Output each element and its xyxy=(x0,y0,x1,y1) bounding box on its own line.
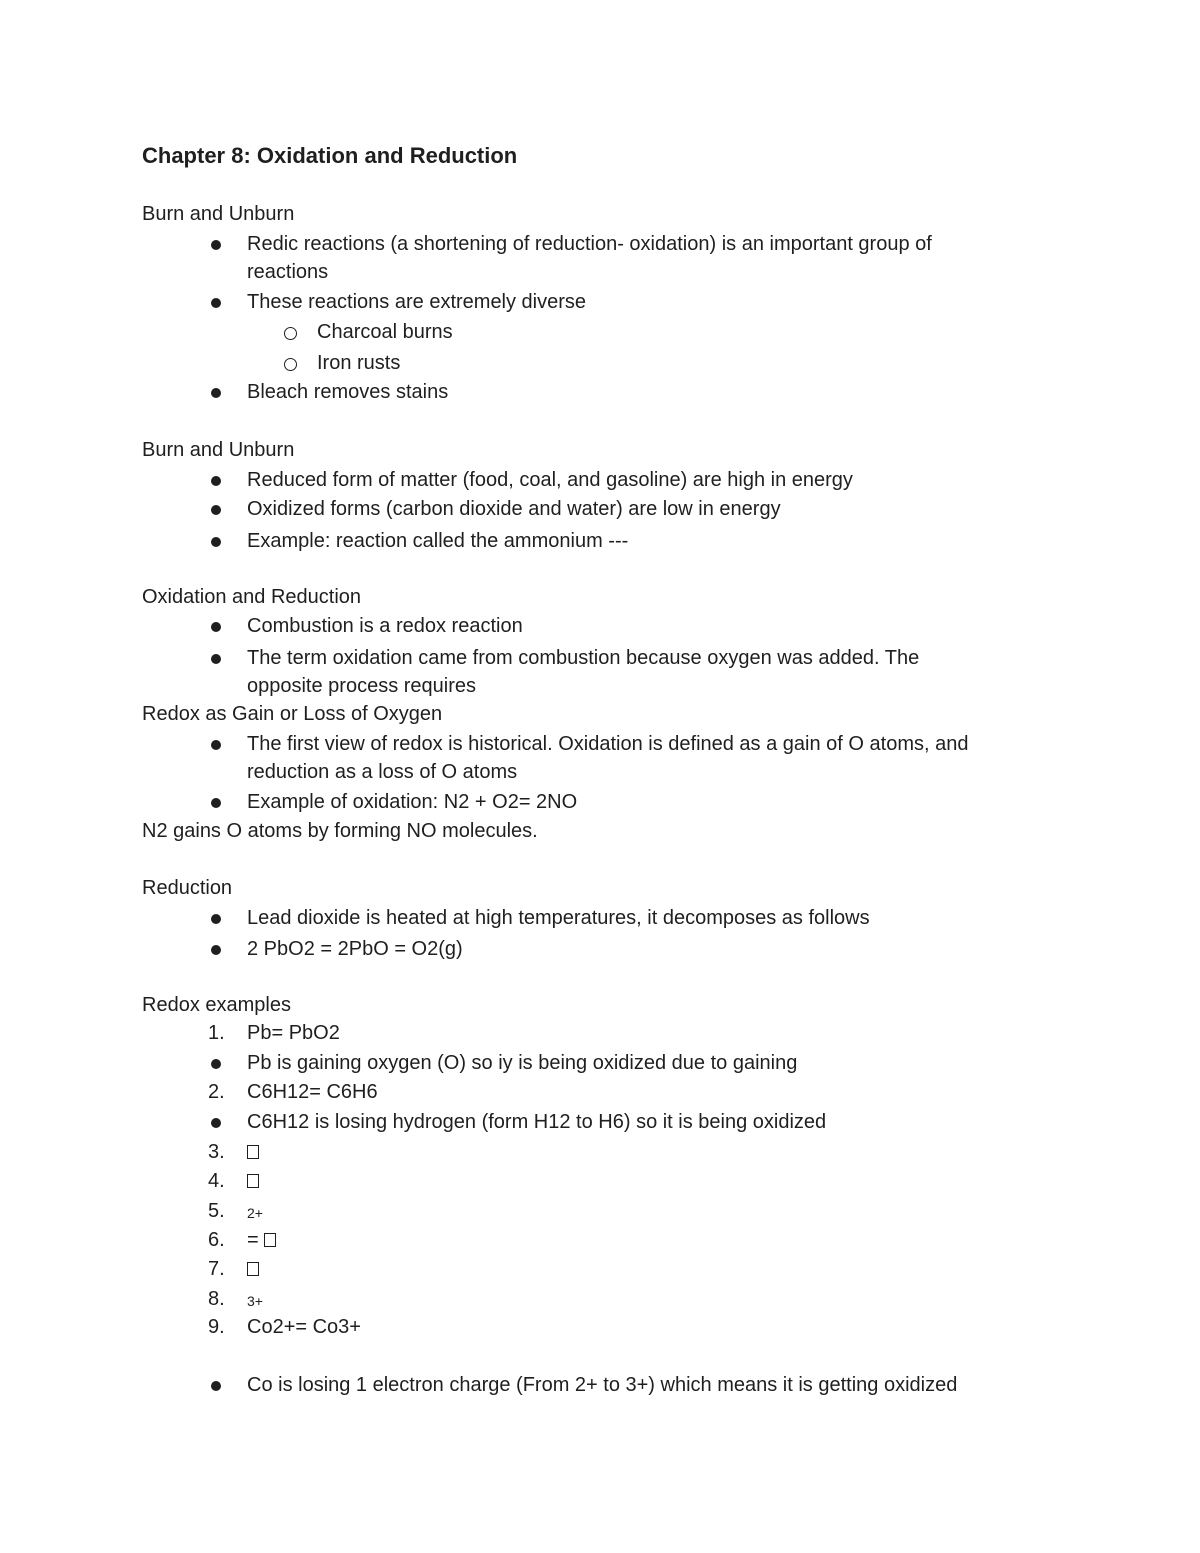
missing-glyph-icon xyxy=(264,1233,276,1247)
missing-glyph-icon xyxy=(247,1262,259,1276)
bullet-icon xyxy=(211,1118,221,1128)
list-item: The first view of redox is historical. Oxidation is defined as a gain of O atoms, and xyxy=(247,733,969,755)
list-item-continuation: reduction as a loss of O atoms xyxy=(247,761,518,783)
list-number: 5. xyxy=(208,1200,225,1222)
list-item: Oxidized forms (carbon dioxide and water) are low in energy xyxy=(247,498,781,520)
hollow-bullet-icon xyxy=(284,358,297,371)
list-item: These reactions are extremely diverse xyxy=(247,291,587,313)
list-item: Co is losing 1 electron charge (From 2+ to 3+) which means it is getting oxidized xyxy=(247,1374,958,1396)
equals-sign: = xyxy=(247,1229,259,1251)
numbered-item: 3+ xyxy=(247,1293,263,1309)
body-text: N2 gains O atoms by forming NO molecules. xyxy=(142,820,538,842)
numbered-item: 2+ xyxy=(247,1205,263,1221)
list-number: 4. xyxy=(208,1170,225,1192)
list-item: C6H12 is losing hydrogen (form H12 to H6) so it is being oxidized xyxy=(247,1111,827,1133)
bullet-icon xyxy=(211,505,221,515)
list-item: Pb is gaining oxygen (O) so iy is being oxidized due to gaining xyxy=(247,1052,798,1074)
list-item: Reduced form of matter (food, coal, and gasoline) are high in energy xyxy=(247,469,853,491)
list-item-continuation: opposite process requires xyxy=(247,675,477,697)
list-number: 9. xyxy=(208,1316,225,1338)
bullet-icon xyxy=(211,298,221,308)
list-item-continuation: reactions xyxy=(247,261,329,283)
bullet-icon xyxy=(211,654,221,664)
numbered-item xyxy=(247,1226,276,1255)
section-heading-burn-2: Burn and Unburn xyxy=(142,439,295,461)
list-item: 2 PbO2 = 2PbO = O2(g) xyxy=(247,938,463,960)
numbered-item xyxy=(247,1255,259,1284)
bullet-icon xyxy=(211,1381,221,1391)
missing-glyph-icon xyxy=(247,1174,259,1188)
list-item: Bleach removes stains xyxy=(247,381,449,403)
list-item: Combustion is a redox reaction xyxy=(247,615,523,637)
bullet-icon xyxy=(211,240,221,250)
section-heading-redox-examples: Redox examples xyxy=(142,994,291,1016)
bullet-icon xyxy=(211,1059,221,1069)
missing-glyph-icon xyxy=(247,1145,259,1159)
section-heading-gain-loss: Redox as Gain or Loss of Oxygen xyxy=(142,703,443,725)
list-item: Redic reactions (a shortening of reduction- oxidation) is an important group of xyxy=(247,233,932,255)
list-item: Example: reaction called the ammonium --- xyxy=(247,530,629,552)
list-item: Example of oxidation: N2 + O2= 2NO xyxy=(247,791,578,813)
bullet-icon xyxy=(211,945,221,955)
list-item: The term oxidation came from combustion because oxygen was added. The xyxy=(247,647,920,669)
numbered-item: Pb= PbO2 xyxy=(247,1022,340,1044)
section-heading-reduction: Reduction xyxy=(142,877,233,899)
sub-list-item: Charcoal burns xyxy=(317,321,453,343)
list-number: 2. xyxy=(208,1081,225,1103)
list-number: 8. xyxy=(208,1288,225,1310)
numbered-item xyxy=(247,1138,259,1167)
numbered-item xyxy=(247,1167,259,1196)
list-number: 7. xyxy=(208,1258,225,1280)
list-number: 3. xyxy=(208,1141,225,1163)
bullet-icon xyxy=(211,914,221,924)
bullet-icon xyxy=(211,476,221,486)
page-title: Chapter 8: Oxidation and Reduction xyxy=(142,143,518,168)
bullet-icon xyxy=(211,740,221,750)
bullet-icon xyxy=(211,537,221,547)
section-heading-oxidation-reduction: Oxidation and Reduction xyxy=(142,586,362,608)
hollow-bullet-icon xyxy=(284,327,297,340)
bullet-icon xyxy=(211,622,221,632)
list-item: Lead dioxide is heated at high temperatures, it decomposes as follows xyxy=(247,907,870,929)
bullet-icon xyxy=(211,388,221,398)
list-number: 6. xyxy=(208,1229,225,1251)
section-heading-burn-1: Burn and Unburn xyxy=(142,203,295,225)
sub-list-item: Iron rusts xyxy=(317,352,401,374)
numbered-item: C6H12= C6H6 xyxy=(247,1081,378,1103)
numbered-item: Co2+= Co3+ xyxy=(247,1316,361,1338)
bullet-icon xyxy=(211,798,221,808)
list-number: 1. xyxy=(208,1022,225,1044)
